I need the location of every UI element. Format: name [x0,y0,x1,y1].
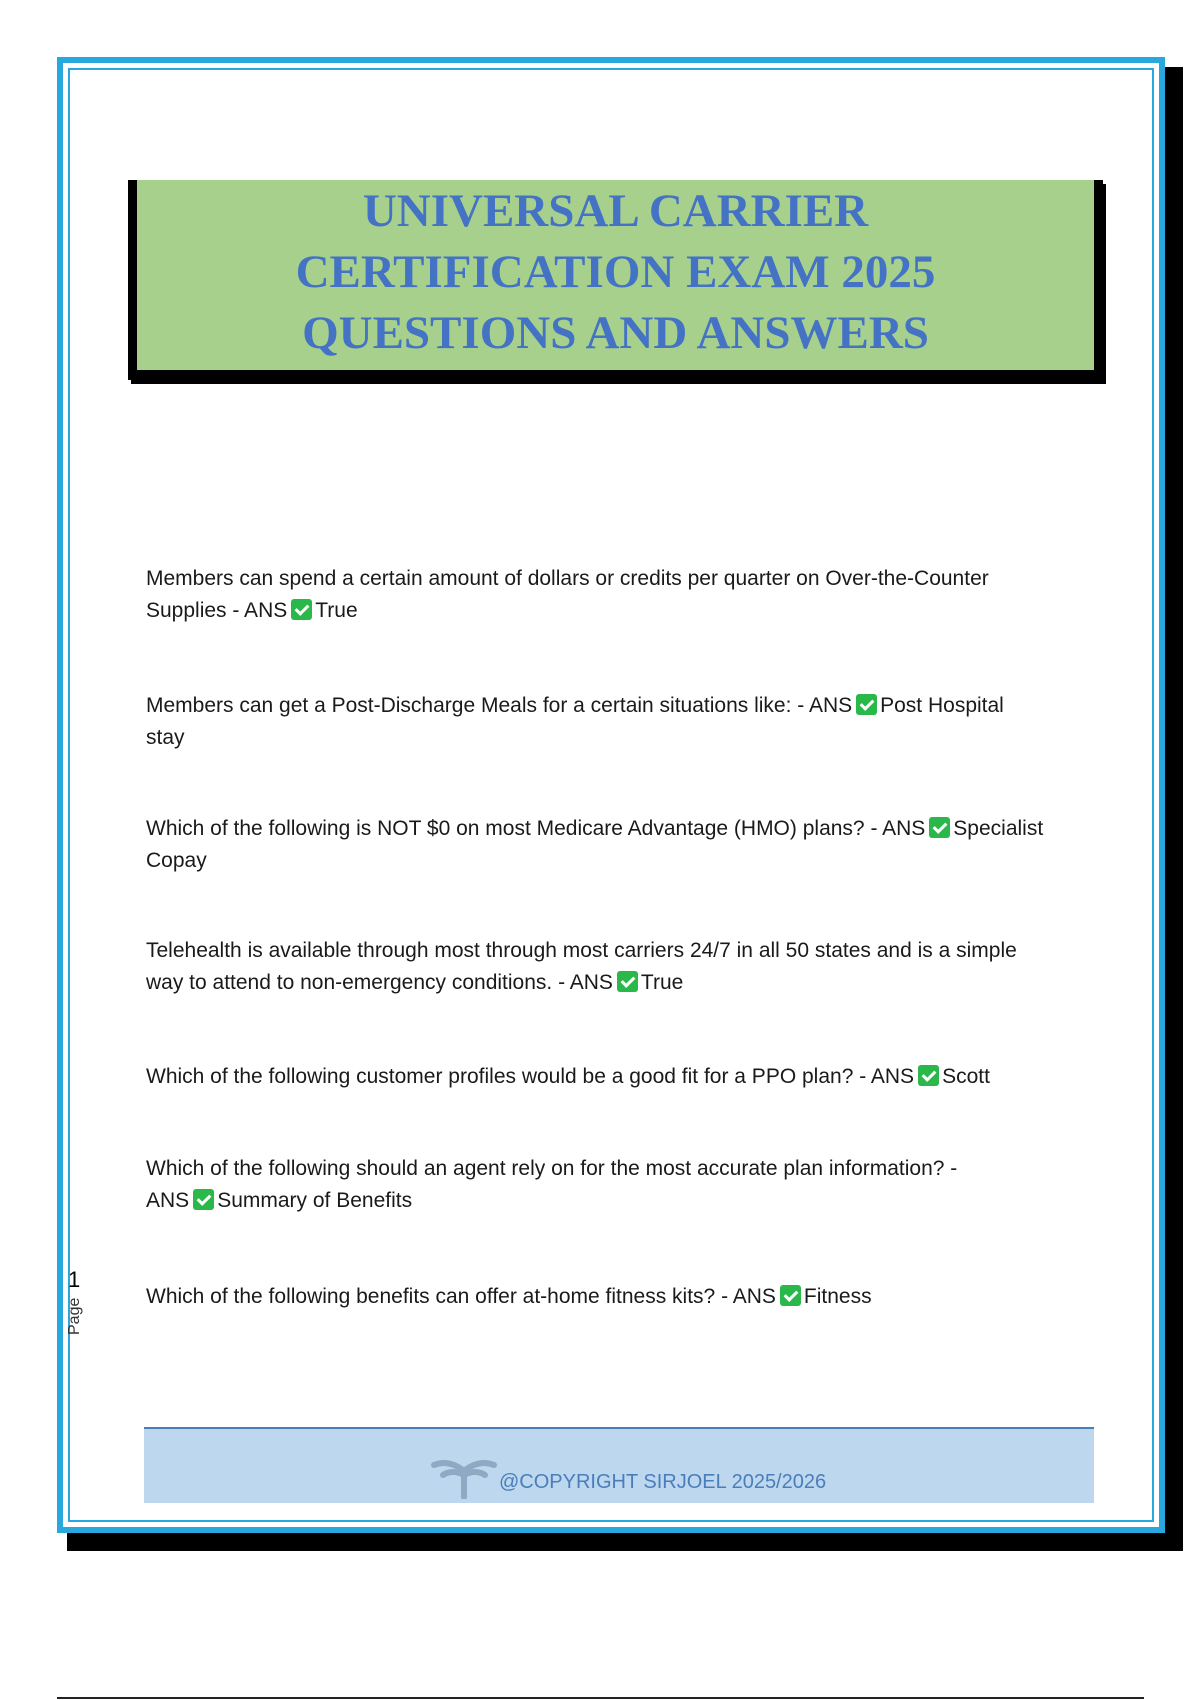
answer-text: True [640,971,684,994]
question-text: Which of the following should an agent rely on for the most accurate plan information? - [146,1157,958,1180]
answer-text: Post Hospital [880,694,1004,717]
question-text: Which of the following benefits can offer at-home fitness kits? - ANS [146,1285,776,1308]
qa-item-2 [146,690,1106,754]
title-banner [128,180,1103,380]
check-icon [617,971,638,992]
question-text: ANS [146,1189,190,1212]
bottom-rule [57,1697,1144,1699]
question-text: Supplies - ANS [146,599,288,622]
check-icon [856,694,877,715]
answer-text: True [315,599,358,622]
footer-bar [144,1427,1094,1503]
title-line-2: CERTIFICATION EXAM 2025 [295,245,936,298]
question-text: way to attend to non-emergency conditions. - ANS [146,971,613,994]
copyright-text: @COPYRIGHT SIRJOEL 2025/2026 [499,1471,827,1493]
page-frame [57,57,1165,1533]
qa-item-5 [146,1061,1106,1093]
page-number: 1 [68,1267,81,1292]
question-text: Members can get a Post-Discharge Meals for a certain situations like: - ANS [146,694,853,717]
question-text: Which of the following is NOT $0 on most Medicare Advantage (HMO) plans? - ANS [146,817,926,840]
qa-item-6 [146,1153,1106,1217]
question-text: Which of the following customer profiles would be a good fit for a PPO plan? - ANS [146,1065,915,1088]
check-icon [193,1189,214,1210]
title-line-1: UNIVERSAL CARRIER [362,184,869,237]
answer-text: stay [146,726,185,749]
answer-text: Summary of Benefits [217,1189,413,1212]
qa-item-7 [146,1281,1106,1313]
answer-text: Specialist [953,817,1044,840]
page-label: Page [66,1297,83,1335]
question-text: Members can spend a certain amount of dollars or credits per quarter on Over-the-Counter [146,567,989,590]
answer-text: Fitness [803,1285,872,1308]
answer-text: Copay [146,849,207,872]
check-icon [929,817,950,838]
answer-text: Scott [942,1065,990,1088]
footer-logo-icon [429,1449,499,1499]
qa-item-1 [146,563,1106,627]
qa-item-3 [146,813,1106,877]
question-text: Telehealth is available through most through most carriers 24/7 in all 50 states and is a simple [146,939,1017,962]
title-line-3: QUESTIONS AND ANSWERS [302,306,929,359]
check-icon [780,1285,801,1306]
qa-item-4 [146,935,1106,999]
check-icon [291,599,312,620]
check-icon [918,1065,939,1086]
document-title [137,181,1094,364]
